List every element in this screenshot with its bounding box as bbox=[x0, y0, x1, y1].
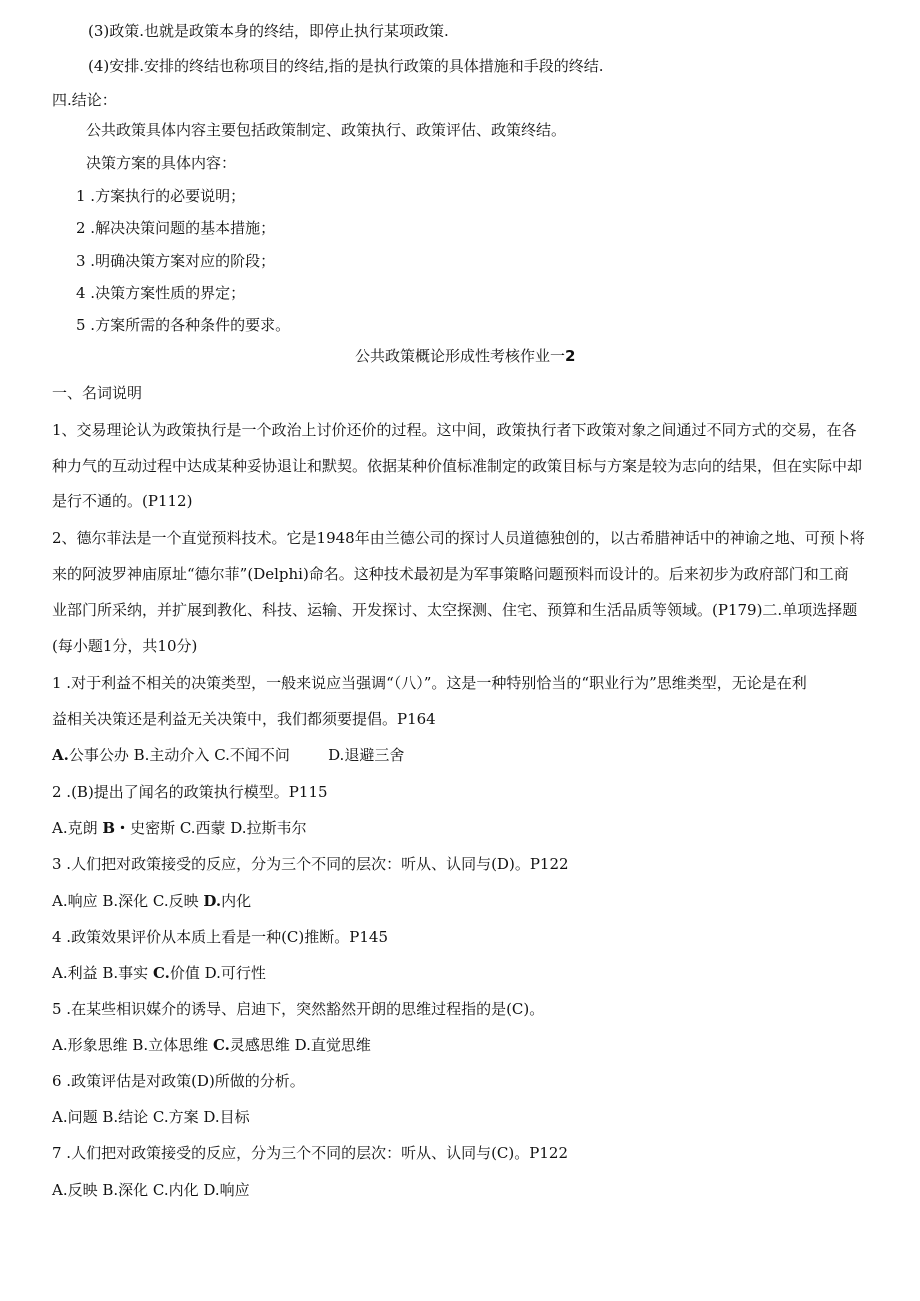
definition-line: 2、德尔菲法是一个直觉预料技术。它是1948年由兰德公司的探讨人员道德独创的，以古希腊神话中的神谕之地、可预卜将 bbox=[52, 529, 865, 547]
option-answer: B・ bbox=[102, 819, 131, 837]
decision-plan-item: 2 .解决决策问题的基本措施； bbox=[76, 219, 276, 237]
option-answer: D. bbox=[203, 892, 222, 910]
question-6-options: A.问题 B.结论 C.方案 D.目标 bbox=[52, 1108, 250, 1126]
decision-plan-item: 5 .方案所需的各种条件的要求。 bbox=[76, 316, 291, 334]
option-text: D.退避三舍 bbox=[289, 746, 405, 764]
decision-plan-item: 3 .明确决策方案对应的阶段； bbox=[76, 252, 276, 270]
conclusion-paragraph: 公共政策具体内容主要包括政策制定、政策执行、政策评估、政策终结。 bbox=[86, 121, 567, 139]
definition-line: (每小题1分，共10分) bbox=[52, 637, 198, 655]
option-answer: C. bbox=[212, 1036, 230, 1054]
decision-plan-item: 4 .决策方案性质的界定； bbox=[76, 284, 246, 302]
question-7: 7 .人们把对政策接受的反应，分为三个不同的层次：听从、认同与(C)。P122 bbox=[52, 1144, 568, 1162]
question-7-options: A.反映 B.深化 C.内化 D.响应 bbox=[52, 1181, 250, 1199]
option-text: 史密斯 C.西蒙 D.拉斯韦尔 bbox=[130, 819, 307, 837]
decision-plan-item: 1 .方案执行的必要说明； bbox=[76, 187, 246, 205]
question-6: 6 .政策评估是对政策(D)所做的分析。 bbox=[52, 1072, 305, 1090]
question-1-options bbox=[52, 745, 404, 765]
definition-line: 是行不通的。(P112) bbox=[52, 492, 193, 510]
option-text: A.响应 B.深化 C.反映 bbox=[52, 892, 204, 910]
assignment-title-number: 2 bbox=[565, 347, 576, 365]
option-answer: C. bbox=[152, 964, 170, 982]
question-2: 2 .(B)提出了闻名的政策执行模型。P115 bbox=[52, 783, 328, 801]
option-text: A.克朗 bbox=[52, 819, 103, 837]
conclusion-heading: 四.结论： bbox=[52, 91, 117, 109]
definition-line: 1、交易理论认为政策执行是一个政治上讨价还价的过程。这中间，政策执行者下政策对象之间通过不同方式的交易，在各 bbox=[52, 421, 857, 439]
definition-line: 业部门所采纳，并扩展到教化、科技、运输、开发探讨、太空探测、住宅、预算和生活品质等领域。(P179)二.单项选择题 bbox=[52, 601, 858, 619]
question-4: 4 .政策效果评价从本质上看是一种(C)推断。P145 bbox=[52, 928, 388, 946]
definition-line: 来的阿波罗神庙原址“德尔菲”(Delphi)命名。这种技术最初是为军事策略问题预料而设计的。后来初步为政府部门和工商 bbox=[52, 565, 849, 583]
question-2-options bbox=[52, 818, 307, 838]
assignment-title-text: 公共政策概论形成性考核作业一 bbox=[355, 347, 566, 365]
option-text: 价值 D.可行性 bbox=[169, 964, 266, 982]
section-heading-definitions: 一、名词说明 bbox=[52, 384, 143, 402]
option-text: A.形象思维 B.立体思维 bbox=[52, 1036, 213, 1054]
question-1: 1 .对于利益不相关的决策类型，一般来说应当强调“（八）”。这是一种特别恰当的“职业行为”思维类型，无论是在利 bbox=[52, 674, 807, 692]
option-answer: A. bbox=[52, 746, 69, 764]
decision-plan-intro: 决策方案的具体内容： bbox=[86, 154, 237, 172]
definition-line: 种力气的互动过程中达成某种妥协退让和默契。依据某种价值标准制定的政策目标与方案是较为志向的结果，但在实际中却 bbox=[52, 457, 863, 475]
option-text: 内化 bbox=[221, 892, 252, 910]
policy-termination-item-4: (4)安排.安排的终结也称项目的终结,指的是执行政策的具体措施和手段的终结. bbox=[88, 57, 604, 75]
question-5: 5 .在某些相识媒介的诱导、启迪下，突然豁然开朗的思维过程指的是(C)。 bbox=[52, 1000, 545, 1018]
question-3-options bbox=[52, 891, 251, 911]
question-1-continued: 益相关决策还是利益无关决策中，我们都须要提倡。P164 bbox=[52, 710, 436, 728]
option-text: 灵感思维 D.直觉思维 bbox=[229, 1036, 371, 1054]
option-text: 公事公办 B.主动介入 C.不闻不问 bbox=[68, 746, 290, 764]
assignment-title bbox=[355, 346, 575, 366]
question-5-options bbox=[52, 1035, 371, 1055]
question-4-options bbox=[52, 963, 266, 983]
policy-termination-item-3: (3)政策.也就是政策本身的终结，即停止执行某项政策. bbox=[88, 22, 449, 40]
option-text: A.利益 B.事实 bbox=[52, 964, 153, 982]
question-3: 3 .人们把对政策接受的反应，分为三个不同的层次：听从、认同与(D)。P122 bbox=[52, 855, 569, 873]
